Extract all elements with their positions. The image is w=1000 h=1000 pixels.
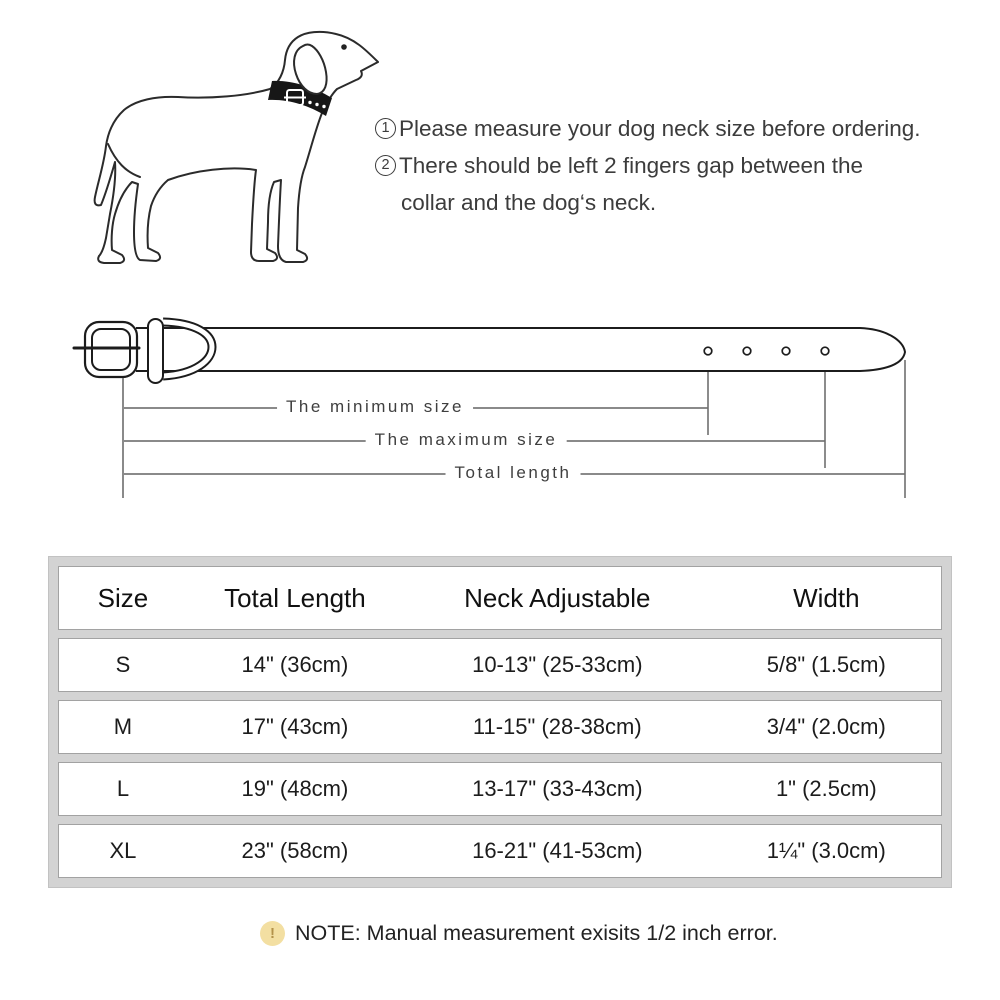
cell-size-l: L [116, 776, 130, 801]
cell-width-xl: 1¼" (3.0cm) [766, 838, 886, 863]
cell-neck-adjustable-m: 11-15" (28-38cm) [472, 714, 642, 739]
table-row [58, 638, 942, 692]
dog-line-art [60, 10, 400, 300]
instruction-2-text: There should be left 2 fingers gap between the [399, 152, 864, 178]
circled-number-1-icon: 1 [375, 118, 396, 139]
total-length-label: Total length [446, 463, 581, 483]
cell-total-length-xl: 23" (58cm) [241, 838, 349, 863]
header-width: Width [793, 582, 860, 613]
table-row [58, 824, 942, 878]
circled-number-2-icon: 2 [375, 155, 396, 176]
dog-illustration [60, 10, 400, 300]
header-size: Size [97, 582, 149, 613]
table-row [58, 762, 942, 816]
cell-width-m: 3/4" (2.0cm) [766, 714, 886, 739]
instruction-2-continued [375, 184, 950, 221]
instruction-1-text: Please measure your dog neck size before ordering. [399, 115, 921, 141]
cell-width-s: 5/8" (1.5cm) [766, 652, 886, 677]
measuring-instructions [375, 110, 950, 221]
size-table [48, 556, 952, 888]
note [260, 921, 778, 946]
cell-neck-adjustable-s: 10-13" (25-33cm) [472, 652, 643, 677]
cell-size-m: M [113, 714, 133, 739]
cell-total-length-l: 19" (48cm) [241, 776, 349, 801]
table-header-row [58, 566, 942, 630]
cell-neck-adjustable-l: 13-17" (33-43cm) [472, 776, 643, 801]
minimum-size-label: The minimum size [277, 397, 473, 417]
cell-total-length-s: 14" (36cm) [241, 652, 349, 677]
cell-width-l: 1" (2.5cm) [775, 776, 877, 801]
cell-neck-adjustable-xl: 16-21" (41-53cm) [472, 838, 643, 863]
table-row [58, 700, 942, 754]
header-neck-adjustable: Neck Adjustable [464, 582, 651, 613]
note-text: NOTE: Manual measurement exisits 1/2 inch error. [295, 921, 778, 945]
exclamation-icon: ! [260, 921, 285, 946]
cell-size-xl: XL [109, 838, 137, 863]
instruction-2-text-continued: collar and the dog‘s neck. [401, 189, 657, 215]
measurement-ticks [708, 360, 905, 498]
collar-keeper [148, 319, 163, 383]
header-total-length: Total Length [224, 582, 366, 613]
maximum-size-label: The maximum size [366, 430, 567, 450]
instruction-1 [375, 110, 950, 147]
dog-eye [341, 44, 347, 50]
dog-outline [95, 32, 378, 263]
cell-total-length-m: 17" (43cm) [241, 714, 349, 739]
instruction-2 [375, 147, 950, 184]
cell-size-s: S [115, 652, 131, 677]
